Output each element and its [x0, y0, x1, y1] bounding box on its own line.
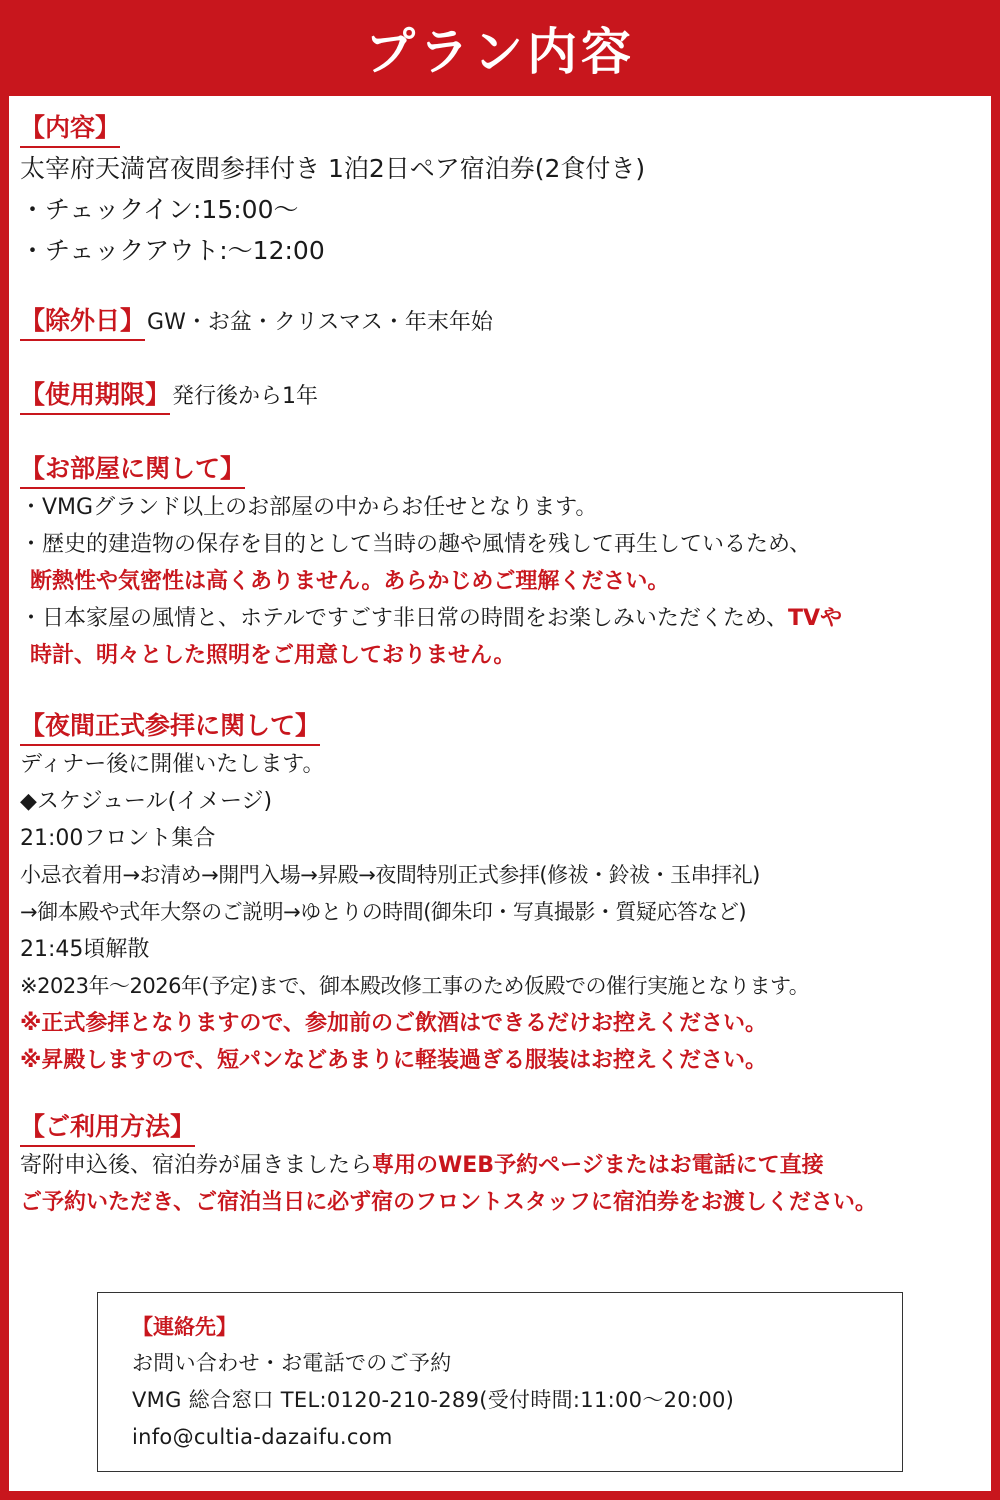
room-note-insulation: 断熱性や気密性は高くありません。あらかじめご理解ください。: [30, 569, 670, 594]
excluded-dates: GW・お盆・クリスマス・年末年始: [147, 310, 493, 335]
schedule-dismiss: 21:45頃解散: [20, 937, 150, 962]
usage-line-1-red: 専用のWEB予約ページまたはお電話にて直接: [372, 1153, 824, 1178]
section-heading-riyou: 【ご利用方法】: [20, 1109, 195, 1147]
contact-phone: VMG 総合窓口 TEL:0120-210-289(受付時間:11:00～20:00): [132, 1388, 735, 1412]
section-naiyou: [20, 110, 995, 271]
usage-line-1: [20, 1147, 995, 1184]
dress-warning: ※昇殿しますので、短パンなどあまりに軽装過ぎる服装はお控えください。: [20, 1048, 767, 1073]
title-banner: [0, 0, 1000, 96]
section-heading-naiyou: 【内容】: [20, 110, 120, 148]
contact-inquiry: お問い合わせ・お電話でのご予約: [132, 1351, 452, 1375]
worship-intro: ディナー後に開催いたします。: [20, 752, 325, 777]
section-kigen: [20, 377, 995, 415]
usage-line-2: ご予約いただき、ご宿泊当日に必ず宿のフロントスタッフに宿泊券をお渡しください。: [20, 1190, 877, 1215]
section-heading-yakan: 【夜間正式参拝に関して】: [20, 708, 320, 746]
room-note-2: ・歴史的建造物の保存を目的として当時の趣や風情を残して再生しているため、: [20, 532, 812, 557]
schedule-heading: ◆スケジュール(イメージ): [20, 789, 273, 814]
contact-email: info@cultia-dazaifu.com: [132, 1425, 393, 1449]
room-note-1: ・VMGグランド以上のお部屋の中からお任せとなります。: [20, 495, 598, 520]
checkin-time: ・チェックイン:15:00～: [20, 195, 299, 224]
plan-content: [20, 110, 995, 1221]
room-note-3-text: ・日本家屋の風情と、ホテルですごす非日常の時間をお楽しみいただくため、: [20, 606, 789, 631]
contact-box: [97, 1292, 903, 1472]
section-heading-jogaibi: 【除外日】: [20, 303, 145, 341]
schedule-gather: 21:00フロント集合: [20, 826, 216, 851]
contact-heading: 【連絡先】: [132, 1315, 237, 1339]
section-riyou: [20, 1109, 995, 1221]
plan-name: 太宰府天満宮夜間参拝付き 1泊2日ペア宿泊券(2食付き): [20, 154, 646, 183]
section-heya: [20, 451, 995, 674]
checkout-time: ・チェックアウト:～12:00: [20, 236, 325, 265]
usage-line-1-text: 寄附申込後、宿泊券が届きましたら: [20, 1153, 373, 1178]
renovation-note: ※2023年～2026年(予定)まで、御本殿改修工事のため仮殿での催行実施となります。: [20, 974, 810, 998]
page-title: プラン内容: [365, 23, 635, 81]
room-note-3-tv: TVや: [788, 606, 843, 631]
room-note-lighting: 時計、明々とした照明をご用意しておりません。: [30, 643, 516, 668]
room-note-3: [20, 600, 995, 637]
schedule-flow-1: 小忌衣着用→お清め→開門入場→昇殿→夜間特別正式参拝(修祓・鈴祓・玉串拝礼): [20, 863, 760, 887]
section-heading-heya: 【お部屋に関して】: [20, 451, 245, 489]
schedule-flow-2: →御本殿や式年大祭のご説明→ゆとりの時間(御朱印・写真撮影・質疑応答など): [20, 900, 747, 924]
alcohol-warning: ※正式参拝となりますので、参加前のご飲酒はできるだけお控えください。: [20, 1011, 767, 1036]
section-yakan: [20, 708, 995, 1079]
section-heading-kigen: 【使用期限】: [20, 377, 170, 415]
validity-period: 発行後から1年: [172, 384, 319, 409]
section-jogaibi: [20, 303, 995, 341]
